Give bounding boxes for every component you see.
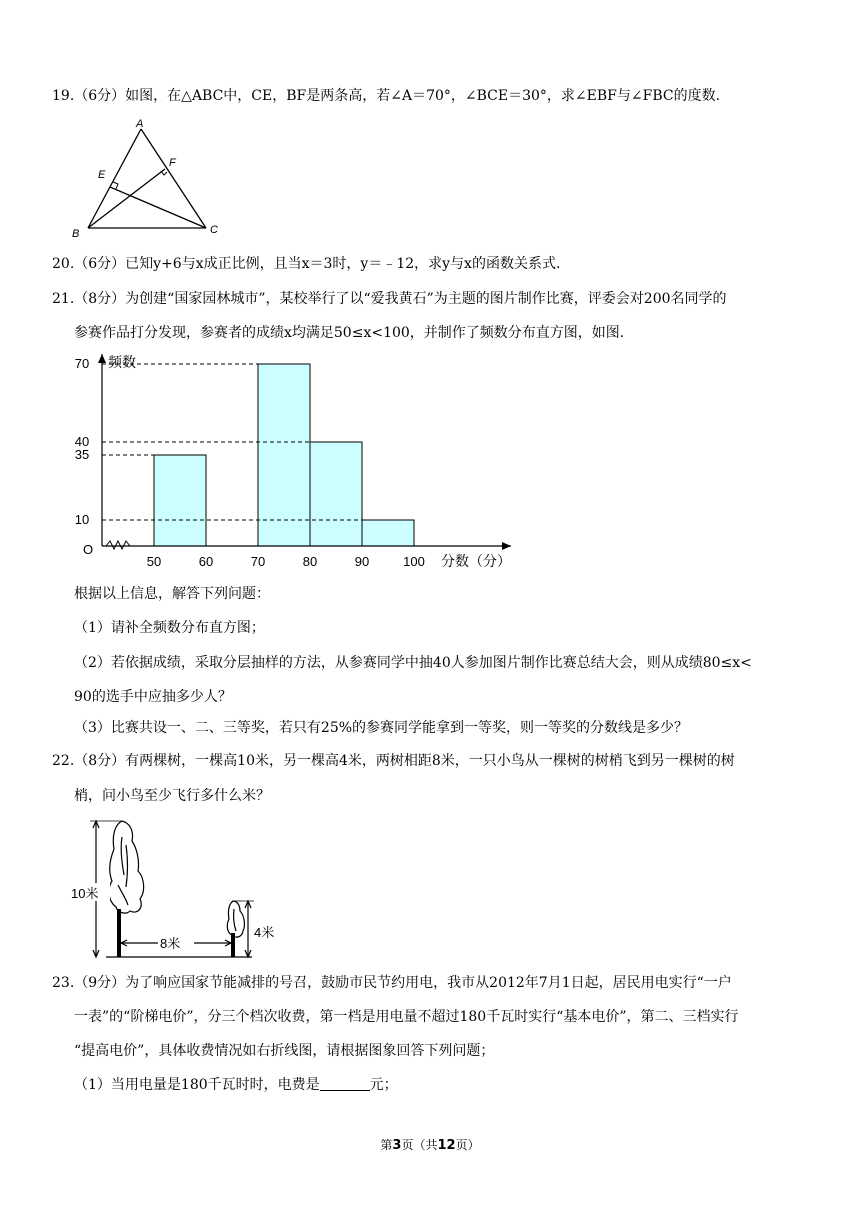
label-c: C [210, 224, 218, 236]
label-b: B [72, 228, 80, 240]
q23-line2: 一表”的“阶梯电价”，分三个档次收费，第一档是用电量不超过180千瓦时实行“基本电价”，第二、三档实行 [74, 1009, 739, 1025]
footer-mid: 页（共 [401, 1138, 438, 1152]
y-tick-40: 40 [74, 434, 90, 449]
label-f: F [169, 157, 176, 169]
footer-page: 3 [392, 1138, 402, 1153]
q22-line2: 梢，问小鸟至少飞行多什么米？ [74, 788, 270, 804]
bar-80-90 [310, 442, 362, 546]
q21-intro: 根据以上信息，解答下列问题： [74, 586, 270, 602]
q23-sub1-pre: （1）当用电量是180千瓦时时，电费是 [74, 1077, 320, 1093]
q22-line1: 22.（8分）有两棵树，一棵高10米，另一棵高4米，两树相距8米，一只小鸟从一棵树的树梢飞到另一棵树的树 [52, 753, 735, 769]
short-height-label: 4米 [254, 925, 275, 940]
q21-sub1: （1）请补全频数分布直方图； [74, 620, 265, 636]
x-tick-50: 50 [146, 554, 162, 569]
axis-break-icon [106, 541, 130, 549]
y-axis-arrow [98, 354, 106, 363]
y-axis-label: 频数 [108, 354, 136, 370]
x-tick-80: 80 [302, 554, 318, 569]
bar-70-80 [258, 364, 310, 546]
x-tick-60: 60 [198, 554, 214, 569]
q23-line3: “提高电价”，具体收费情况如右折线图，请根据图象回答下列问题； [74, 1043, 495, 1059]
origin-label: O [82, 542, 94, 557]
label-e: E [98, 169, 106, 181]
footer-post: 页） [455, 1138, 480, 1152]
footer-pre: 第 [380, 1138, 393, 1152]
tall-height-label: 10米 [71, 886, 99, 901]
bar-90-100 [362, 520, 414, 546]
y-tick-70: 70 [74, 356, 90, 371]
q21-sub2b: 90的选手中应抽多少人？ [74, 689, 232, 705]
footer-total: 12 [437, 1138, 456, 1153]
q20-text: 20.（6分）已知y+6与x成正比例，且当x＝3时，y＝﹣12，求y与x的函数关系式. [52, 256, 561, 272]
tall-tree-canopy [109, 821, 144, 913]
x-axis-arrow [502, 542, 511, 550]
trees-figure [66, 815, 286, 965]
answer-blank [320, 1076, 370, 1091]
x-axis-label: 分数（分） [441, 553, 511, 569]
x-tick-100: 100 [403, 554, 425, 569]
q19-text: 19.（6分）如图，在△ABC中，CE，BF是两条高，若∠A＝70°，∠BCE＝30°，求∠EBF与∠FBC的度数. [52, 88, 721, 104]
q23-sub1-post: 元； [369, 1077, 398, 1093]
bar-50-60 [154, 455, 206, 546]
label-a: A [136, 118, 144, 130]
short-tree-canopy [227, 901, 244, 937]
q21-sub2a: （2）若依据成绩，采取分层抽样的方法，从参赛同学中抽40人参加图片制作比赛总结大会，则从成绩80≤x< [74, 655, 752, 671]
q21-sub3: （3）比赛共设一、二、三等奖，若只有25%的参赛同学能拿到一等奖，则一等奖的分数线是多少？ [74, 720, 689, 736]
q21-line1: 21.（8分）为创建“国家园林城市”，某校举行了以“爱我黄石”为主题的图片制作比赛，评委会对200名同学的 [52, 291, 727, 307]
x-tick-90: 90 [354, 554, 370, 569]
q23-line1: 23.（9分）为了响应国家节能减排的号召，鼓励市民节约用电，我市从2012年7月1日起，居民用电实行“一户 [52, 975, 732, 991]
altitude-ce [110, 187, 206, 228]
x-tick-70: 70 [250, 554, 266, 569]
q23-sub1 [74, 1075, 398, 1095]
triangle-figure [66, 116, 226, 246]
y-tick-35: 35 [74, 447, 90, 462]
y-tick-10: 10 [74, 512, 90, 527]
q21-line2: 参赛作品打分发现，参赛者的成绩x均满足50≤x<100，并制作了频数分布直方图，如图. [74, 325, 625, 341]
distance-label: 8米 [160, 936, 181, 951]
histogram [66, 346, 586, 576]
page-footer [0, 1136, 860, 1153]
